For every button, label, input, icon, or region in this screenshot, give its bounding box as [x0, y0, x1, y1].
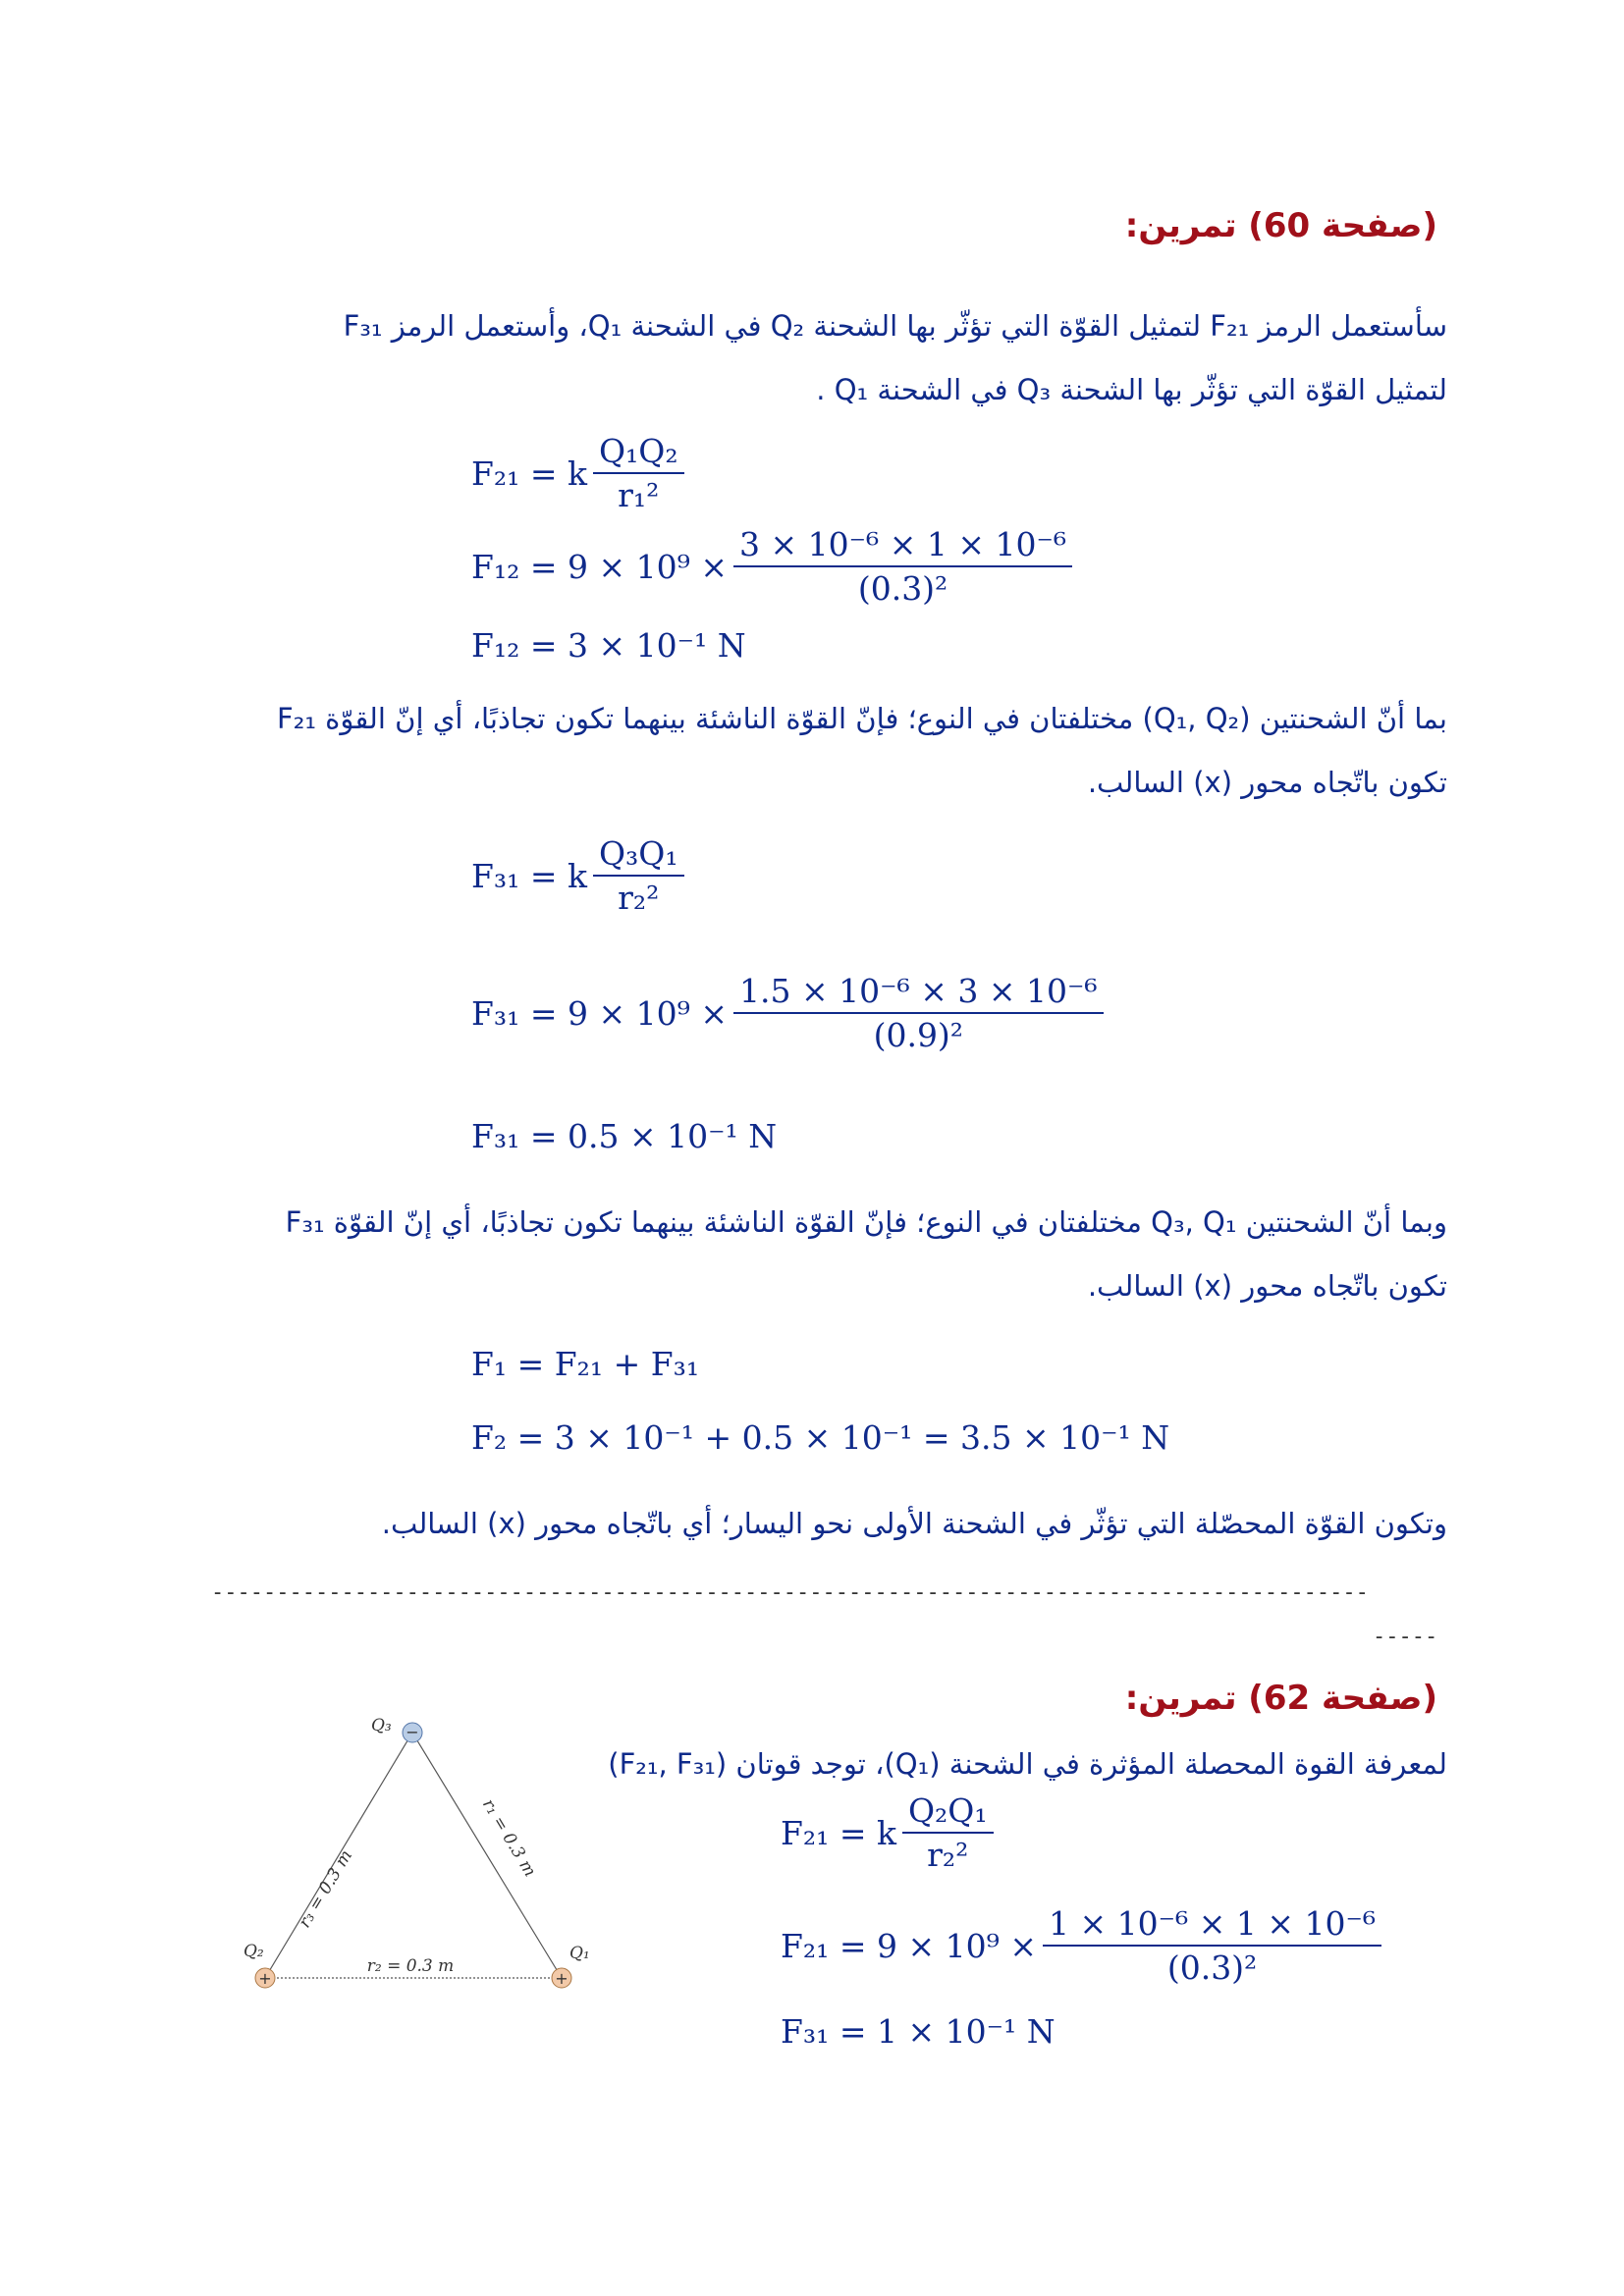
separator-dashes: ----------------------------------------------------------------------------------------- [211, 1580, 1369, 1605]
equation-net-force-sum: F₁ = F₂₁ + F₃₁ [471, 1345, 700, 1383]
fraction [593, 834, 684, 917]
charge-q2-sign: + [258, 1969, 272, 1988]
equation-f31-substitution [471, 972, 1110, 1054]
r3-label: r₃ = 0.3 m [295, 1846, 357, 1932]
r2-label: r₂ = 0.3 m [366, 1956, 455, 1976]
equation-f31-result-2: F₃₁ = 1 × 10⁻¹ N [781, 2012, 1056, 2051]
equation-lhs: F₂₁ = 9 × 10⁹ × [781, 1926, 1037, 1965]
fraction-numerator: 3 × 10⁻⁶ × 1 × 10⁻⁶ [733, 525, 1072, 567]
fraction-numerator: Q₁Q₂ [593, 432, 684, 474]
paragraph2-line2: تكون باتّجاه محور (x) السالب. [1087, 1269, 1447, 1303]
charge-q1-label: Q₁ [569, 1944, 590, 1963]
paragraph1-line1: بما أنّ الشحنتين (Q₁, Q₂) مختلفتان في النوع؛ فإنّ القوّة الناشئة بينهما تكون تجاذبًا، أي إنّ القوّة F₂₁ [277, 702, 1447, 735]
fraction-numerator: Q₂Q₁ [902, 1791, 994, 1834]
charge-triangle-diagram [236, 1693, 609, 2007]
charge-q3-sign: − [406, 1723, 419, 1741]
fraction-denominator: r₂² [618, 879, 660, 917]
charge-q1-sign: + [555, 1969, 568, 1988]
charge-q3-label: Q₃ [371, 1716, 392, 1735]
equation-lhs: F₃₁ = k [471, 856, 587, 895]
fraction-numerator: Q₃Q₁ [593, 834, 684, 877]
charge-q2-label: Q₂ [244, 1942, 264, 1961]
fraction [902, 1791, 994, 1874]
section2-intro: لمعرفة القوة المحصلة المؤثرة في الشحنة (Q₁)، توجد قوتان (F₂₁, F₃₁) [608, 1747, 1447, 1781]
section1-intro-line1: سأستعمل الرمز F₂₁ لتمثيل القوّة التي تؤثّر بها الشحنة Q₂ في الشحنة Q₁، وأستعمل الرمز F₃₁ [343, 309, 1447, 343]
fraction-denominator: (0.3)² [1166, 1949, 1258, 1987]
section2-heading: (صفحة 62) تمرين: [1124, 1679, 1437, 1718]
equation-lhs: F₃₁ = 9 × 10⁹ × [471, 993, 728, 1033]
equation-f21-substitution-2 [781, 1904, 1387, 1987]
section1-heading: (صفحة 60) تمرين: [1124, 206, 1437, 245]
fraction [1043, 1904, 1381, 1987]
fraction [593, 432, 684, 514]
fraction-denominator: (0.3)² [857, 569, 948, 608]
fraction [733, 525, 1072, 608]
fraction-numerator: 1 × 10⁻⁶ × 1 × 10⁻⁶ [1043, 1904, 1381, 1947]
side-r1 [412, 1733, 562, 1978]
equation-f31-result: F₃₁ = 0.5 × 10⁻¹ N [471, 1117, 778, 1155]
equation-lhs: F₁₂ = 9 × 10⁹ × [471, 547, 728, 586]
r1-label: r₁ = 0.3 m [477, 1795, 540, 1881]
equation-f21-coulomb [471, 432, 690, 514]
equation-f12-substitution [471, 525, 1078, 608]
equation-f31-coulomb [471, 834, 690, 917]
equation-f21-coulomb-2 [781, 1791, 1000, 1874]
paragraph2-line1: وبما أنّ الشحنتين Q₃, Q₁ مختلفتان في النوع؛ فإنّ القوّة الناشئة بينهما تكون تجاذبًا، أي إنّ القوّة F₃₁ [285, 1205, 1447, 1239]
section1-intro-line2: لتمثيل القوّة التي تؤثّر بها الشحنة Q₃ في الشحنة Q₁ . [816, 373, 1447, 406]
paragraph1-line2: تكون باتّجاه محور (x) السالب. [1087, 766, 1447, 799]
equation-lhs: F₂₁ = k [471, 454, 587, 493]
equation-lhs: F₂₁ = k [781, 1813, 896, 1852]
fraction-denominator: (0.9)² [873, 1016, 964, 1054]
conclusion-text: وتكون القوّة المحصّلة التي تؤثّر في الشحنة الأولى نحو اليسار؛ أي باتّجاه محور (x) السالب. [381, 1507, 1447, 1540]
fraction-numerator: 1.5 × 10⁻⁶ × 3 × 10⁻⁶ [733, 972, 1104, 1014]
separator-dashes-tail: ----- [1373, 1625, 1438, 1649]
fraction-denominator: r₁² [618, 476, 660, 514]
equation-net-force-value: F₂ = 3 × 10⁻¹ + 0.5 × 10⁻¹ = 3.5 × 10⁻¹ N [471, 1418, 1170, 1457]
fraction-denominator: r₂² [927, 1836, 969, 1874]
equation-f12-result: F₁₂ = 3 × 10⁻¹ N [471, 626, 746, 665]
fraction [733, 972, 1104, 1054]
